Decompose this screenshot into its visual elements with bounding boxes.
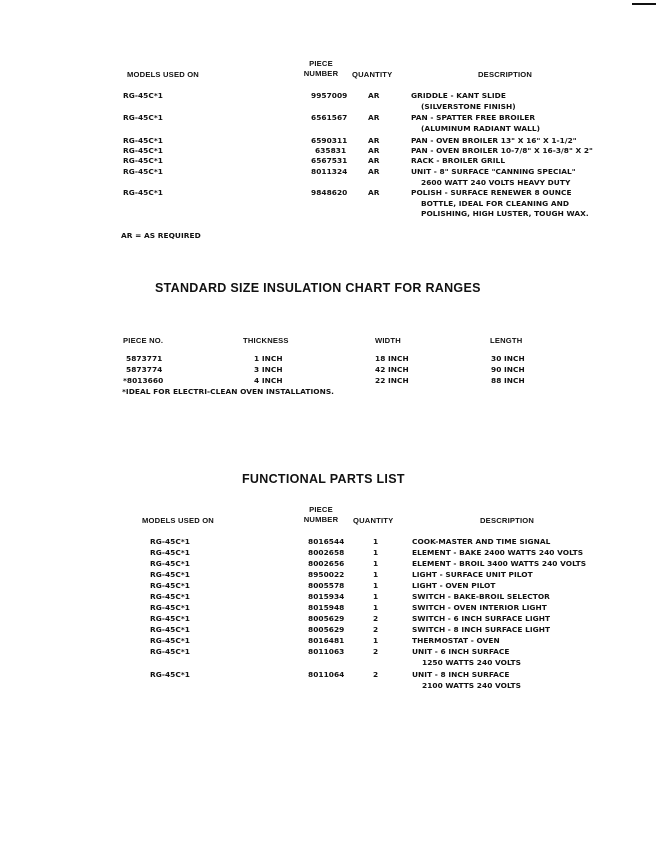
- description-line: 1250 WATTS 240 VOLTS: [422, 657, 521, 667]
- header-models-used-on: MODELS USED ON: [142, 516, 214, 525]
- header-piece-line: PIECE: [309, 505, 333, 514]
- accessory-description: [411, 113, 540, 134]
- description-line: POLISH - SURFACE RENEWER 8 OUNCE: [411, 188, 572, 197]
- part-quantity: 1: [373, 570, 379, 579]
- accessory-piece-number: 6567531: [311, 156, 348, 165]
- part-quantity: 2: [373, 614, 379, 623]
- part-quantity: 1: [373, 636, 379, 645]
- part-description: [412, 647, 521, 668]
- insulation-piece-no: 5873774: [126, 365, 163, 374]
- insulation-length: 88 INCH: [491, 376, 525, 385]
- description-line: 2100 WATTS 240 VOLTS: [422, 680, 521, 690]
- corner-rule: [632, 3, 656, 5]
- insulation-width: 18 INCH: [375, 354, 409, 363]
- part-model: RG-45C*1: [150, 636, 190, 645]
- description-line: UNIT - 6 INCH SURFACE: [412, 647, 510, 656]
- part-description: ELEMENT - BAKE 2400 WATTS 240 VOLTS: [412, 548, 584, 557]
- accessory-model: RG-45C*1: [123, 156, 163, 165]
- accessory-description: [411, 167, 576, 188]
- insulation-piece-no: 5873771: [126, 354, 163, 363]
- accessory-piece-number: 8011324: [311, 167, 348, 176]
- accessory-quantity: AR: [368, 146, 380, 155]
- part-quantity: 2: [373, 670, 379, 679]
- accessory-description: [411, 188, 589, 220]
- description-line: UNIT - 8" SURFACE "CANNING SPECIAL": [411, 167, 576, 176]
- insulation-length: 90 INCH: [491, 365, 525, 374]
- part-description: COOK-MASTER AND TIME SIGNAL: [412, 537, 551, 546]
- insulation-chart-title: STANDARD SIZE INSULATION CHART FOR RANGES: [155, 281, 481, 295]
- part-description: SWITCH - 8 INCH SURFACE LIGHT: [412, 625, 551, 634]
- accessory-quantity: AR: [368, 136, 380, 145]
- insulation-thickness: 3 INCH: [254, 365, 283, 374]
- part-description: SWITCH - BAKE-BROIL SELECTOR: [412, 592, 550, 601]
- header-description: DESCRIPTION: [480, 516, 535, 525]
- header-models-used-on: MODELS USED ON: [127, 70, 199, 79]
- header-piece-number: [298, 59, 344, 79]
- accessory-quantity: AR: [368, 113, 380, 122]
- header-number-line: NUMBER: [303, 515, 339, 524]
- header-quantity: QUANTITY: [353, 516, 394, 525]
- part-model: RG-45C*1: [150, 570, 190, 579]
- description-line: POLISHING, HIGH LUSTER, TOUGH WAX.: [421, 209, 589, 219]
- part-piece-number: 8016481: [308, 636, 345, 645]
- accessory-description: PAN - OVEN BROILER 13" X 16" X 1-1/2": [411, 136, 577, 145]
- part-quantity: 2: [373, 647, 379, 656]
- header-piece-no: PIECE NO.: [123, 336, 164, 345]
- part-description: THERMOSTAT - OVEN: [412, 636, 500, 645]
- part-description: LIGHT - OVEN PILOT: [412, 581, 496, 590]
- insulation-width: 42 INCH: [375, 365, 409, 374]
- accessory-model: RG-45C*1: [123, 113, 163, 122]
- accessory-quantity: AR: [368, 188, 380, 197]
- accessory-quantity: AR: [368, 156, 380, 165]
- part-piece-number: 8015948: [308, 603, 345, 612]
- accessory-description: PAN - OVEN BROILER 10-7/8" X 16-3/8" X 2": [411, 146, 593, 155]
- part-piece-number: 8015934: [308, 592, 345, 601]
- part-description: LIGHT - SURFACE UNIT PILOT: [412, 570, 533, 579]
- insulation-thickness: 1 INCH: [254, 354, 283, 363]
- part-model: RG-45C*1: [150, 625, 190, 634]
- description-line: GRIDDLE - KANT SLIDE: [411, 91, 506, 100]
- electri-clean-footnote: *IDEAL FOR ELECTRI-CLEAN OVEN INSTALLATIONS.: [122, 387, 335, 396]
- part-description: SWITCH - OVEN INTERIOR LIGHT: [412, 603, 547, 612]
- accessory-description: [411, 91, 516, 112]
- accessory-piece-number: 635831: [315, 146, 347, 155]
- part-model: RG-45C*1: [150, 670, 190, 679]
- header-thickness: THICKNESS: [243, 336, 289, 345]
- description-line: UNIT - 8 INCH SURFACE: [412, 670, 510, 679]
- accessory-model: RG-45C*1: [123, 167, 163, 176]
- header-piece-number: [298, 505, 344, 525]
- part-model: RG-45C*1: [150, 603, 190, 612]
- header-length: LENGTH: [490, 336, 523, 345]
- description-line: (SILVERSTONE FINISH): [421, 101, 516, 111]
- accessory-piece-number: 6561567: [311, 113, 348, 122]
- as-required-footnote: AR = AS REQUIRED: [121, 231, 201, 240]
- part-model: RG-45C*1: [150, 548, 190, 557]
- header-description: DESCRIPTION: [478, 70, 533, 79]
- part-model: RG-45C*1: [150, 592, 190, 601]
- accessory-model: RG-45C*1: [123, 136, 163, 145]
- accessory-piece-number: 6590311: [311, 136, 348, 145]
- part-description: [412, 670, 521, 691]
- part-model: RG-45C*1: [150, 581, 190, 590]
- description-line: BOTTLE, IDEAL FOR CLEANING AND: [421, 198, 570, 208]
- header-quantity: QUANTITY: [352, 70, 393, 79]
- part-quantity: 1: [373, 603, 379, 612]
- part-model: RG-45C*1: [150, 537, 190, 546]
- functional-parts-title: FUNCTIONAL PARTS LIST: [242, 472, 405, 486]
- accessory-piece-number: 9957009: [311, 91, 348, 100]
- part-description: ELEMENT - BROIL 3400 WATTS 240 VOLTS: [412, 559, 587, 568]
- part-piece-number: 8950022: [308, 570, 345, 579]
- part-model: RG-45C*1: [150, 559, 190, 568]
- part-piece-number: 8005629: [308, 625, 345, 634]
- accessory-model: RG-45C*1: [123, 146, 163, 155]
- part-quantity: 1: [373, 581, 379, 590]
- part-description: SWITCH - 6 INCH SURFACE LIGHT: [412, 614, 551, 623]
- description-line: PAN - SPATTER FREE BROILER: [411, 113, 536, 122]
- part-quantity: 1: [373, 537, 379, 546]
- accessory-piece-number: 9848620: [311, 188, 348, 197]
- part-piece-number: 8002656: [308, 559, 345, 568]
- part-piece-number: 8005629: [308, 614, 345, 623]
- insulation-piece-no: *8013660: [123, 376, 164, 385]
- part-piece-number: 8002658: [308, 548, 345, 557]
- part-quantity: 1: [373, 592, 379, 601]
- description-line: (ALUMINUM RADIANT WALL): [421, 123, 541, 133]
- part-piece-number: 8005578: [308, 581, 345, 590]
- insulation-thickness: 4 INCH: [254, 376, 283, 385]
- description-line: 2600 WATT 240 VOLTS HEAVY DUTY: [421, 177, 571, 187]
- part-quantity: 1: [373, 559, 379, 568]
- accessory-description: RACK - BROILER GRILL: [411, 156, 506, 165]
- part-model: RG-45C*1: [150, 647, 190, 656]
- part-piece-number: 8011063: [308, 647, 345, 656]
- accessory-model: RG-45C*1: [123, 188, 163, 197]
- accessory-model: RG-45C*1: [123, 91, 163, 100]
- part-model: RG-45C*1: [150, 614, 190, 623]
- part-piece-number: 8011064: [308, 670, 345, 679]
- part-quantity: 1: [373, 548, 379, 557]
- part-piece-number: 8016544: [308, 537, 345, 546]
- insulation-length: 30 INCH: [491, 354, 525, 363]
- accessory-quantity: AR: [368, 91, 380, 100]
- accessory-quantity: AR: [368, 167, 380, 176]
- header-width: WIDTH: [375, 336, 401, 345]
- part-quantity: 2: [373, 625, 379, 634]
- insulation-width: 22 INCH: [375, 376, 409, 385]
- header-number-line: NUMBER: [303, 69, 339, 78]
- header-piece-line: PIECE: [309, 59, 333, 68]
